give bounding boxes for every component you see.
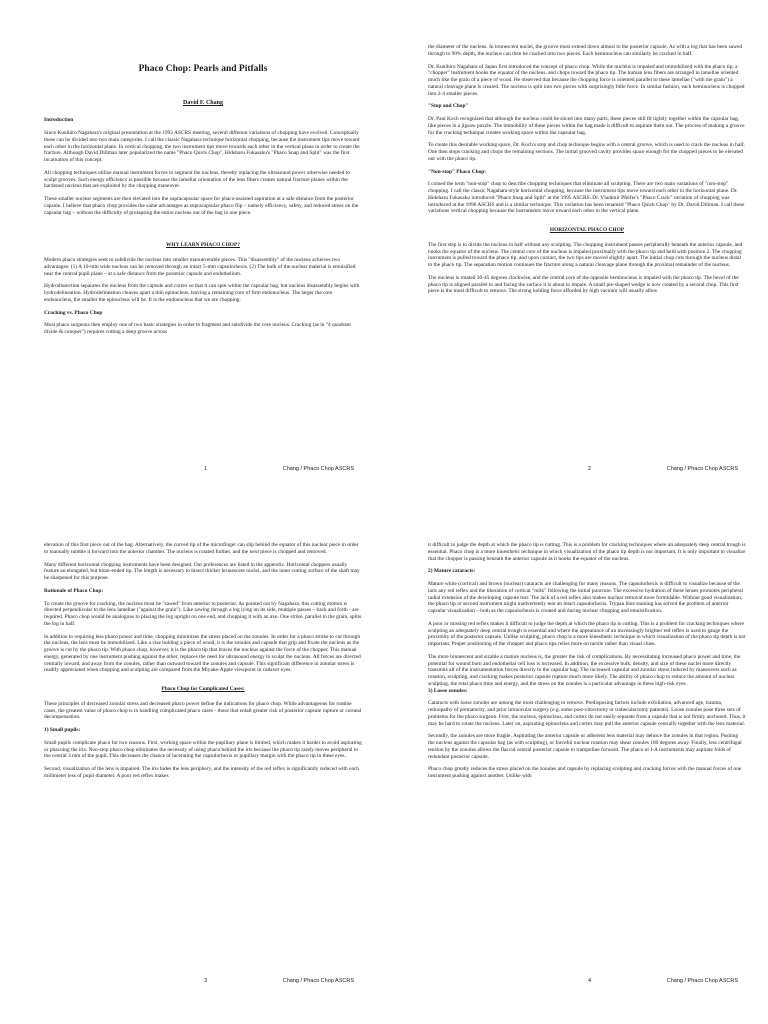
paragraph: Cataracts with loose zonules are among the most challenging to remove. Predisposing factors include exfoliation, advanced age, trauma, retinopathy of prematurity, and prior intraocular surgery (e.g. some post-vitrectomy or trabeculectomy patients). Loose zonules pose three sets of problems for the phaco surgeon. First, the nucleus, epinucleus, and cortex do not easily separate from a capsule that is not firmly anchored. Thus, it may be hard to rotate the nucleus. Later on, aspirating epinucleus and cortex may pull the anterior capsule centrally together with the lens material. bbox=[428, 700, 746, 727]
paragraph: Most phaco surgeons then employ one of two basic strategies in order to fragment and subdivide the core nucleus. Cracking (as in "4 quadrant divide & conquer") requires cutting a deep groove across bbox=[44, 322, 351, 336]
paragraph: The more brunescent and sizable a mature nucleus is, the greater the risk of complications. By necessitating increased phaco power and time, the potential for wound burn and endothelial cell loss is increased. In addition, the excessive bulk, density, and size of these nuclei more directly transmits all of the instrumentation forces directly to the capsular bag. The increased capsular and zonular stress induced by maneuvers such as rotation, sculpting, and cracking makes posterior capsule rupture much more likely. The ability of phaco chop to reduce the amount of nuclear sculpting, the total phaco time and energy, and the stress on the zonules is a particular advantage in these high-risk eyes. bbox=[428, 653, 741, 687]
intro-heading: Introduction bbox=[44, 117, 74, 124]
paragraph: Mature white (cortical) and brown (nuclear) cataracts are challenging for many reasons. The capsulorhexis is difficult to visualize because of the lack any red reflex and the liberation of cortical "milk" following the initial puncture. The excessive hydration of these lenses promotes peripheral radial extension of the developing capsule tear. The lack of a red reflex also makes nuclear removal more formidable. Without good visualization, the phaco tip or second instrument might inadvertently tear an intact capsulorhexis. Trypan blue staining has solved the problem of anterior capsular visualization – both as the capsulorhexis is created and during nuclear chopping and emulsification. bbox=[428, 581, 744, 614]
paragraph: Dr. Kunihiro Nagahara of Japan first introduced the concept of phaco chop. While the nucleus is impaled and immobilized with the phaco tip, a "chopper" instrument hooks the equator of the nucleus, and chops toward the phaco tip. The human lens fibers are arranged in lamellae oriented much like the grain of a piece of wood. He observed that because the chopping force is oriented parallel to these lamellae ("with the grain") a natural cleavage plane is created. The nucleus is split into two pieces with surprisingly little force. In similar fashion, each heminucleus is chopped into 2-4 smaller pieces. bbox=[428, 63, 745, 97]
paragraph: To create the groove for cracking, the nucleus must be "sawed" from anterior to posterior. As pointed out by Nagahara, this cutting motion is directed perpendicular to the lens lamellae ("against the grain"). Like sawing through a log lying on its side, multiple passes – back and forth - are required. Phaco chop would be analogous to placing the log upright on one end, and chopping it with an axe. One strike, parallel to the grain, splits the log in half. bbox=[44, 600, 362, 627]
mature-heading: 2) Mature cataracts: bbox=[428, 568, 476, 575]
paragraph: the diameter of the nucleus. In brunescent nuclei, the groove must extend down almost to the posterior capsule. As with a log that has been sawed through to 90% depth, the nucleus can then be cracked into two pieces. Each heminucleus can similarly be cracked in half. bbox=[428, 44, 743, 57]
page-number: 4 bbox=[588, 978, 592, 984]
stop-chop-heading: "Stop and Chop" bbox=[428, 103, 469, 110]
running-footer: Chang / Phaco Chop ASCRS bbox=[666, 978, 738, 984]
paragraph: Dr. Paul Koch recognized that although the nucleus could be sliced into many parts, these pieces still fit tightly together within the capsular bag, like pieces in a jigsaw puzzle. The immobility of these pieces within the bag made it difficult to aspirate them out. The process of making a groove for the cracking technique creates working space within the capsular bag. bbox=[428, 116, 745, 136]
running-footer: Chang / Phaco Chop ASCRS bbox=[282, 466, 354, 472]
page-number: 1 bbox=[204, 466, 208, 472]
page-number: 3 bbox=[204, 978, 208, 984]
paragraph: The nucleus is rotated 30-45 degrees clockwise, and the central core of the opposite heminucleus is impaled with the phaco tip. The bevel of the phaco tip is aligned parallel to and facing the surface it is about to impale. A small pie-shaped wedge is now created by a second chop. This first piece is the most difficult to remove. The strong holding force afforded by high vacuum will usually allow bbox=[428, 274, 739, 295]
rationale-heading: Rationale of Phaco Chop: bbox=[44, 587, 104, 594]
paragraph: Phaco chop greatly reduces the stress placed on the zonules and capsule by replacing sculpting and cracking forces with the manual forces of one instrument pushing against another. Unlike with bbox=[428, 766, 742, 779]
loose-zonules-heading: 3) Loose zonules: bbox=[428, 687, 468, 694]
paragraph: Many different horizontal chopping instruments have been designed. Our preferences are listed in the appendix. Horizontal choppers usually feature an elongated, but blunt-ended tip. The length is necessary to bisect thicker brunescent nuclei, and the inner cutting surface of the shaft may be sharpened for this purpose. bbox=[44, 561, 360, 581]
paragraph: The first step is to divide the nucleus in half without any sculpting. The chopping instrument passes peripherally beneath the anterior capsule, and hooks the equator of the nucleus. The central core of the nucleus is impaled proximally with the phaco tip and held with position 2. The chopping instrument is pulled toward the phaco tip, and upon contact, the two tips are moved slightly apart. The initial chop cuts through the nucleus distal to the phaco tip. The separation motion continues the fracture along a natural cleavage plane through the proximal remainder of the nucleus. bbox=[428, 241, 743, 268]
paragraph: To create this desirable working space, Dr. Koch's stop and chop technique begins with a central groove, which is used to crack the nucleus in half. One then stops cracking and chops the remaining sections. The initial grooved cavity provides space enough for the chopped pieces to be elevated out with the phaco tip. bbox=[428, 142, 745, 162]
paragraph: Hydrodissection separates the nucleus from the capsule and cortex so that it can spin within the capsular bag, but nucleus disassembly begins with hydrodelineation. Hydrodelineation cleaves apart a thin epinucleus, leaving a remaining core of firm endonucleus. The larger the core endonucleus, the smaller the epinucleus will be. It is the endonucleus that we are chopping. bbox=[44, 283, 360, 303]
page-2 bbox=[384, 0, 768, 512]
running-footer: Chang / Phaco Chop ASCRS bbox=[282, 978, 354, 984]
why-heading: WHY LEARN PHACO CHOP? bbox=[166, 242, 240, 249]
paragraph: Second, visualization of the lens is impaired. The iris hides the lens periphery, and the intensity of the red reflex is significantly reduced with each millimeter less of pupil diameter. A poor red reflex makes bbox=[44, 766, 359, 779]
paragraph: Modern phaco strategies seek to subdivide the nucleus into smaller manueverable pieces. This "disassembly" of the nucleus achieves two advantages: (1) A 10-mm wide nucleus can be removed through an intact 5-mm capsulorhexis. (2) The bulk of the nuclear material is emulsified near the central pupil plane – at a safe distance from the posterior capsule and endothelium. bbox=[44, 257, 356, 277]
page-3 bbox=[0, 512, 384, 1024]
cracking-heading: Cracking vs. Phaco Chop bbox=[44, 309, 103, 316]
paragraph: Since Kunihiro Nagahara's original presentation at the 1993 ASCRS meeting, several different variations of chopping have evolved. Conceptually these can be divided into two main categories. I call the classic Nagahara technique horizontal chopping, because the instrument tips move toward each other in the horizontal plane. In vertical chopping, the two instrument tips move towards each other in the vertical plane in order to create the fracture. Although David Dillman later popularized the name "Phaco Quick Chop", Hideharu Fukasaku's "Phaco Snap and Split" was the first incarnation of this concept. bbox=[44, 130, 360, 164]
paragraph: Secondly, the zonules are more fragile. Aspirating the anterior capsule or adherent lens material may dehisce the zonules in that region. Pushing the nucleus against the capsular bag (as with sculpting), or forceful nuclear rotation may shear zonules 180 degrees away. Finally, less centrifugal tension by the zonules allows the flaccid central posterior capsule to trampoline forward. The phaco or I-A instruments may aspirate folds of redundant posterior capsule. bbox=[428, 733, 742, 760]
horizontal-heading: HORIZONTAL PHACO CHOP bbox=[549, 227, 625, 233]
paragraph: In addition to requiring less phaco power and time, chopping minimizes the stress placed on the zonules. In order for a phaco stroke to cut through the nucleus, the lens must be immobilized. Like a vise holding a piece of wood, it is the zonules and capsule that grip and fixate the nucleus as the groove is cut by the phaco tip. With phaco chop, however, it is the phaco tip that braces the nucleus against the force of the chopper. This manual energy, generated by one instrument pushing against the other, replaces the need for ultrasound energy to sculpt the nucleus. All forces are directed centrally inward, and away from the zonules, rather than outward toward the zonules and capsule. This significant difference in zonular stress is readily appreciated when chopping and sculpting are compared from the Miyake-Apple viewpoint in cadaver eyes. bbox=[44, 633, 361, 674]
author-name: David F. Chang bbox=[183, 99, 223, 106]
document-title: Phaco Chop: Pearls and Pitfalls bbox=[138, 64, 268, 74]
page-number: 2 bbox=[588, 466, 592, 472]
running-footer: Chang / Phaco Chop ASCRS bbox=[666, 466, 738, 472]
small-pupils-heading: 1) Small pupils: bbox=[44, 727, 81, 733]
paragraph: A poor or missing red reflex makes it difficult to judge the depth at which the phaco tip is cutting. This is a problem for cracking techniques where sculpting an adequately deep central trough is essential and where the appearance of an increasingly brighter red reflex is used to gauge the proximity of the posterior capsule. Unlike sculpting, phaco chop is a more kinesthetic technique in which visualization of the phaco tip depth is not important. Proper positioning of the chopper and phaco tips relies more on tactile rather than visual clues. bbox=[428, 620, 746, 647]
paragraph: These principles of decreased zonular stress and decreased phaco power define the indications for phaco chop. While advantageous for routine cases, the greatest value of phaco chop is in handling complicated phaco cases - those that entail greater risk of posterior capsule rupture or corneal decompensation. bbox=[44, 700, 362, 721]
nonstop-heading: "Non-stop" Phaco Chop: bbox=[428, 168, 487, 175]
paragraph: I coined the term "non-stop" chop to describe chopping techniques that eliminate all sculpting. There are two main variations of "non-stop" chopping. I call the classic Nagahara-style horizontal chopping, because the instrument tips move toward each other in the horizontal plane. Dr. Hideharu Fukasaku introduced "Phaco Snap and Split" at the 1995 ASCRS. Dr. Vladimir Pfeifer's "Phaco Crack" variation of chopping was introduced at the 1996 ASCRS and is a similar technique. This variation has been renamed "Phaco Quick Chop" by Dr. David Dillman. I call these variations vertical chopping because the instruments move toward each other in the vertical plane. bbox=[428, 181, 745, 215]
paragraph: elevation of this first piece out of the bag. Alternatively, the curved tip of the microfinger can slip behind the equator of this nuclear piece in order to manually tumble it forward into the anterior chamber. The nucleus is rotated further, and the next piece is chopped and removed. bbox=[44, 542, 359, 555]
page-1 bbox=[0, 0, 384, 512]
paragraph: Small pupils complicate phaco for two reasons. First, working space within the pupillary plane is limited, which makes it harder to avoid aspirating or phacoing the iris. Non-stop phaco chop eliminates the necessity of using phaco behind the iris because the phaco tip rarely moves peripheral to the central 3 mm of the pupil. This decreases the chance of lacerating the capsulorhexis or pupillary margin with the phaco tip in these eyes. bbox=[44, 739, 362, 760]
paragraph: All chopping techniques utilize manual instrument forces to segment the nucleus, thereby replacing the ultrasound power otherwise needed to sculpt grooves. Such energy efficiency is possible because the lamellar orientation of the lens fibers creates natural fracture planes within the hardened nucleus that are exploited by the chopping maneuver. bbox=[44, 169, 350, 190]
complicated-heading: Phaco Chop for Complicated Cases: bbox=[161, 686, 245, 692]
page-4 bbox=[384, 512, 768, 1024]
paragraph: it difficult to judge the depth at which the phaco tip is cutting. This is a problem for cracking techniques where an adequately deep central trough is essential. Phaco chop is a more kinesthetic technique in which visualization of the phaco tip depth is not important. It is only important to visualize that the chopper is passing beneath the anterior capsule as it hooks the equator of the nucleus. bbox=[428, 542, 746, 562]
paragraph: These smaller nuclear segments are then elevated into the supracapsular space for phaco-assisted aspiration at a safe distance from the posterior capsule. I believe that phaco chop provides the same advantages as supracapsular phaco flip – namely efficiency, safety, and reduced stress on the capsular bag – without the difficulty of prolapsing the entire nucleus out of the bag in one piece. bbox=[44, 196, 359, 216]
